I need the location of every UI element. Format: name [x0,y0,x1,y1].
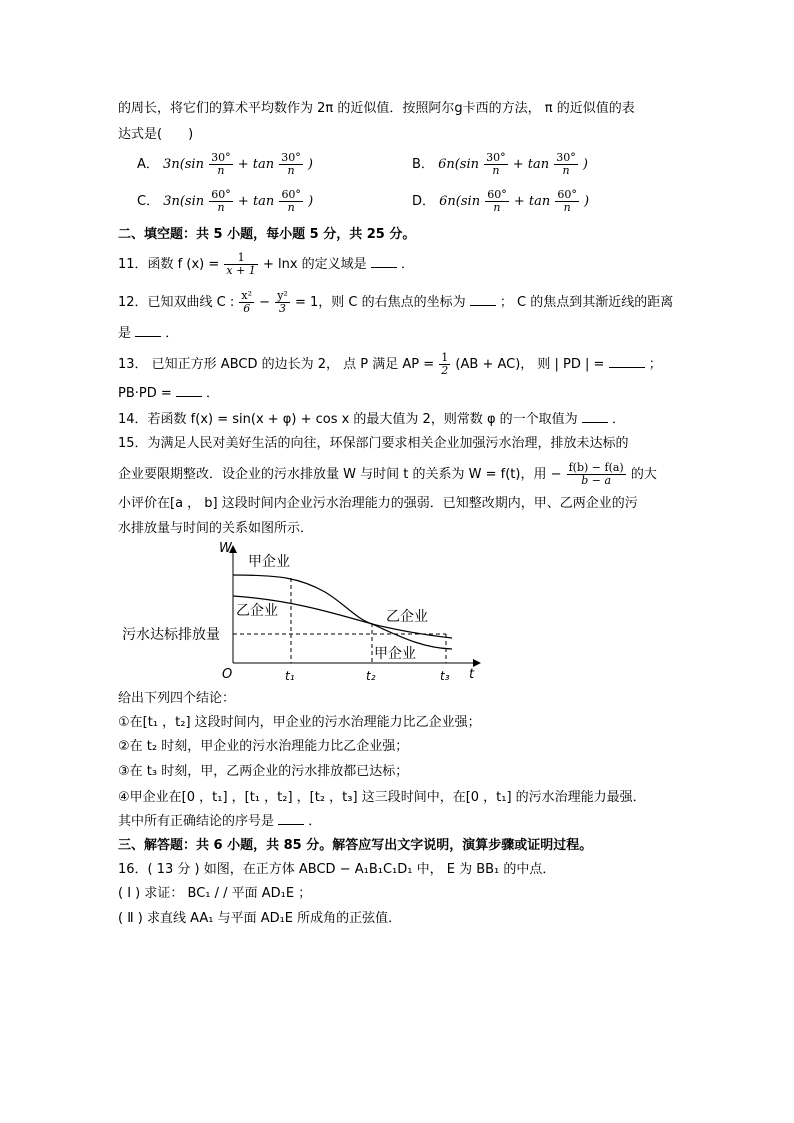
q16-stem: 16．( 13 分 ) 如图，在正方体 ABCD − A₁B₁C₁D₁ 中， E 为 BB₁ 的中点． [118,862,556,877]
q12-mid: = 1，则 C 的右焦点的坐标为 [294,295,466,310]
q12-line2-text: 是 [118,326,132,341]
q15-line3: 小评价在[a ， b] 这段时间内企业污水治理能力的强弱．已知整改期内，甲、乙两企业的污 [118,496,638,511]
option-a-frac1: $\frac{30^\circ}{n}$ [211,151,231,177]
q11-pre: 11．函数 f (x) = [118,257,220,272]
option-d-label: D． [412,194,436,209]
option-b-frac2: $\frac{30^\circ}{n}$ [556,151,576,177]
q12-frac2: $\frac{\text{y²}}{3}$ [277,289,288,315]
q10-stem-line2: 达式是( ) [118,127,194,142]
option-c-expr-start: 3n(sin [163,194,205,209]
option-c-label: C． [137,194,160,209]
q13-frac: $\frac{1}{2}$ [441,351,449,377]
q16-part2: ( Ⅱ ) 求直线 AA₁ 与平面 AD₁E 所成角的正弦值． [118,911,402,926]
option-a-expr-end: ) [307,157,313,172]
q10-option-d[interactable] [412,189,589,214]
q12-pre: 12．已知双曲线 C : [118,295,235,310]
tick-t1: t₁ [285,669,295,683]
ask-end: ． [308,814,322,829]
q15-frac: $\frac{f(b) - f(a)}{b - a}$ [568,461,624,487]
q14-answer-blank[interactable] [582,410,608,423]
label-jia-bottom: 甲企业 [374,646,416,662]
option-d-expr-start: 6n(sin [439,194,481,209]
q12-end: ． [165,326,179,341]
q15-line2 [118,462,657,487]
q13-line1 [118,352,662,377]
q16-part1: ( Ⅰ ) 求证： BC₁ / / 平面 AD₁E ； [118,886,312,901]
q12-mid2: ； C 的焦点到其渐近线的距离 [499,295,674,310]
option-b-expr-mid: + tan [512,157,550,172]
conclusions-intro: 给出下列四个结论： [118,691,236,706]
option-c-expr-mid: + tan [237,194,275,209]
option-b-frac1: $\frac{30^\circ}{n}$ [486,151,506,177]
q12-answer-blank-1[interactable] [470,293,496,306]
q15-line4: 水排放量与时间的关系如图所示． [118,521,314,536]
label-yi-right: 乙企业 [386,609,428,625]
tick-t2: t₂ [366,669,376,683]
option-c-frac2: $\frac{60^\circ}{n}$ [281,188,301,214]
q13-pre: 13． 已知正方形 ABCD 的边长为 2， 点 P 满足 AP = [118,357,435,372]
option-a-expr-start: 3n(sin [163,157,204,172]
q12-line2 [118,324,178,343]
conclusion-3: ③在 t₃ 时刻，甲，乙两企业的污水排放都已达标； [118,764,409,779]
q10-option-c[interactable] [137,189,313,214]
q10-option-b[interactable] [412,152,588,177]
q14-end: ． [611,412,625,427]
option-d-expr-mid: + tan [513,194,551,209]
q15-answer-blank[interactable] [278,812,304,825]
q13-line2 [118,384,219,403]
q13-answer-blank-1[interactable] [609,355,645,368]
q12-line1 [118,290,673,315]
option-c-frac1: $\frac{60^\circ}{n}$ [211,188,231,214]
q13-end: ； [648,357,662,372]
section2-title: 二、填空题：共 5 小题，每小题 5 分，共 25 分。 [118,227,416,242]
conclusion-4: ④甲企业在[0 ，t₁] ，[t₁ ，t₂] ，[t₂ ，t₃] 这三段时间中，在[0 ，t₁] 的污水治理能力最强． [118,790,646,805]
q12-frac1: $\frac{\text{x²}}{6}$ [241,289,253,315]
option-a-expr-mid: + tan [237,157,275,172]
conclusions-ask [118,812,321,831]
label-standard: 污水达标排放量 [122,627,220,643]
y-axis-label: W [219,541,232,556]
option-b-expr-end: ) [582,157,588,172]
option-c-expr-end: ) [308,194,314,209]
conclusion-1: ①在[t₁ ，t₂] 这段时间内，甲企业的污水治理能力比乙企业强； [118,715,481,730]
q11-post: + lnx 的定义域是 [262,257,367,272]
option-d-frac1: $\frac{60^\circ}{n}$ [487,188,507,214]
tick-t3: t₃ [440,669,450,683]
option-b-label: B． [412,157,434,172]
q14-text: 14．若函数 f(x) = sin(x + φ) + cos x 的最大值为 2，则常数 φ 的一个取值为 [118,412,578,427]
option-d-frac2: $\frac{60^\circ}{n}$ [557,188,577,214]
ask-text: 其中所有正确结论的序号是 [118,814,275,829]
section3-title: 三、解答题：共 6 小题，共 85 分。解答应写出文字说明，演算步骤或证明过程。 [118,838,593,853]
origin-label: O [222,667,233,682]
q15-line2-post: 的大 [630,467,657,482]
q13-line2-text: PB·PD = [118,386,172,401]
option-d-expr-end: ) [584,194,590,209]
q10-option-a[interactable] [137,152,313,177]
q13-mid: (AB + AC)， 则 | PD | = [455,357,605,372]
option-a-frac2: $\frac{30^\circ}{n}$ [281,151,301,177]
q14 [118,410,625,429]
q10-stem-line1: 的周长，将它们的算术平均数作为 2π 的近似值．按照阿尔g卡西的方法， π 的近似值的表 [118,101,635,116]
option-b-expr-start: 6n(sin [438,157,479,172]
q12-minus: − [259,295,271,310]
q13-answer-blank-2[interactable] [176,384,202,397]
label-yi-left: 乙企业 [236,603,278,619]
label-jia-top: 甲企业 [248,554,290,570]
pollution-figure [0,538,794,688]
q12-answer-blank-2[interactable] [135,324,161,337]
q15-line2-pre: 企业要限期整改．设企业的污水排放量 W 与时间 t 的关系为 W = f(t)，用 − [118,467,562,482]
q11-frac: $\frac{1}{x + 1}$ [226,251,256,277]
conclusion-2: ②在 t₂ 时刻，甲企业的污水治理能力比乙企业强； [118,739,409,754]
q11 [118,252,414,277]
option-a-label: A． [137,157,159,172]
x-axis-label: t [469,667,475,682]
q15-line1: 15．为满足人民对美好生活的向往，环保部门要求相关企业加强污水治理，排放未达标的 [118,436,629,451]
q11-end: ． [400,257,414,272]
q11-answer-blank[interactable] [371,255,397,268]
q13-end2: ． [206,386,220,401]
